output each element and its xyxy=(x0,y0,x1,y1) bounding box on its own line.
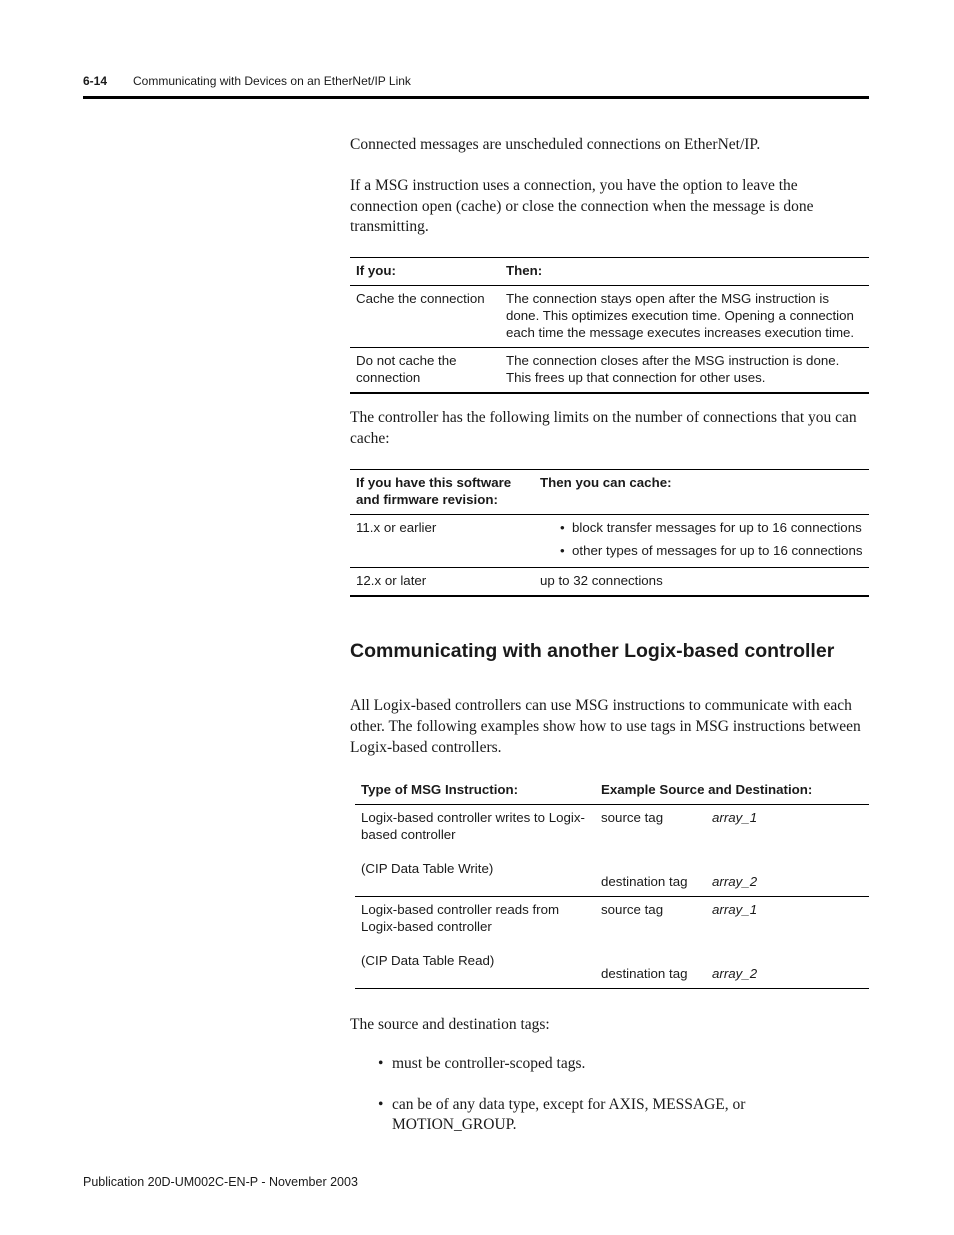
column-header: Then: xyxy=(500,258,869,286)
msg-type: Logix-based controller reads from Logix-based controller xyxy=(361,902,560,934)
destination-label: destination tag xyxy=(601,874,688,889)
table-row xyxy=(355,805,869,874)
cache-limit-list xyxy=(558,519,863,559)
table-cell: The connection stays open after the MSG instruction is done. This optimizes execution time. Opening a connection each time the message executes increases execution time. xyxy=(506,291,855,340)
column-header: If you: xyxy=(350,258,500,286)
table-cell: up to 32 connections xyxy=(534,568,869,597)
source-value: array_1 xyxy=(706,897,869,966)
source-label: source tag xyxy=(601,810,664,825)
table-cell: 11.x or earlier xyxy=(356,520,437,535)
intro-paragraph-2: If a MSG instruction uses a connection, you have the option to leave the connection open (cache) or close the connection when the message is done transmitting. xyxy=(350,177,814,235)
tags-bullet-list xyxy=(378,1054,868,1136)
table-cell: 12.x or later xyxy=(350,568,534,597)
page-number: 6-14 xyxy=(83,74,108,88)
header-rule xyxy=(83,96,869,99)
tags-paragraph: The source and destination tags: xyxy=(350,1016,550,1033)
cache-limits-table xyxy=(350,469,869,597)
destination-value: array_2 xyxy=(712,874,758,889)
msg-examples-table xyxy=(355,779,869,989)
column-header: Then you can cache: xyxy=(534,470,869,515)
section-paragraph: All Logix-based controllers can use MSG instructions to communicate with each other. The following examples show how to use tags in MSG instructions between Logix-based controllers. xyxy=(350,697,861,756)
table-cell: The connection closes after the MSG instruction is done. This frees up that connection for other uses. xyxy=(500,348,869,394)
destination-label: destination tag xyxy=(601,966,688,981)
page-footer: Publication 20D-UM002C-EN-P - November 2003 xyxy=(83,1175,358,1189)
table-row xyxy=(350,515,869,568)
cache-options-table xyxy=(350,257,869,394)
section-heading: Communicating with another Logix-based controller xyxy=(350,640,835,662)
list-item: • can be of any data type, except for AXIS, MESSAGE, or MOTION_GROUP. xyxy=(378,1095,772,1136)
table-header-row xyxy=(350,470,869,515)
msg-type-note: (CIP Data Table Read) xyxy=(361,953,495,968)
list-item: • other types of messages for up to 16 connections xyxy=(558,542,863,559)
msg-type: Logix-based controller writes to Logix-based controller xyxy=(361,810,585,842)
destination-value: array_2 xyxy=(712,966,758,981)
table-cell xyxy=(355,897,595,989)
table-cell: Cache the connection xyxy=(356,291,485,306)
table-row xyxy=(350,568,869,597)
source-value: array_1 xyxy=(712,810,758,825)
table-cell xyxy=(534,515,869,568)
msg-type-note: (CIP Data Table Write) xyxy=(361,861,494,876)
intro-paragraph-1: Connected messages are unscheduled connections on EtherNet/IP. xyxy=(350,136,761,153)
table-row xyxy=(355,897,869,966)
table-row xyxy=(350,348,869,394)
running-header-title: Communicating with Devices on an EtherNet/IP Link xyxy=(133,74,411,88)
column-header: Type of MSG Instruction: xyxy=(355,779,595,805)
table-header-row xyxy=(350,258,869,286)
table-header-row xyxy=(355,779,869,805)
source-label: source tag xyxy=(595,897,706,966)
table-row xyxy=(350,286,869,348)
table-cell xyxy=(355,805,595,897)
column-header: Example Source and Destination: xyxy=(595,779,869,805)
list-item: • must be controller-scoped tags. xyxy=(378,1054,868,1075)
list-item: • block transfer messages for up to 16 connections xyxy=(558,519,863,536)
table-cell: Do not cache the connection xyxy=(350,348,500,394)
column-header: If you have this software and firmware revision: xyxy=(350,470,534,515)
limits-paragraph: The controller has the following limits on the number of connections that you can cache: xyxy=(350,409,857,447)
